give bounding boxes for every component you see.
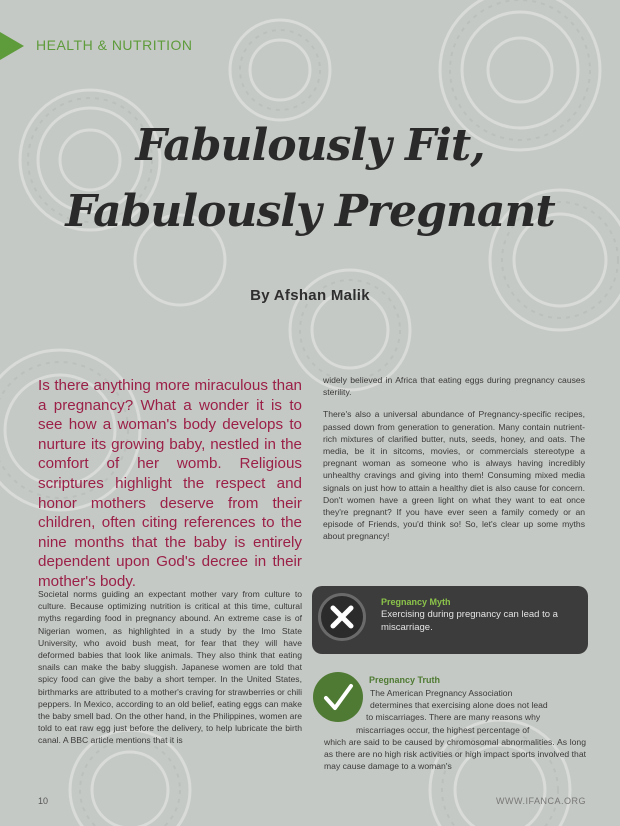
truth-title: Pregnancy Truth [369,675,441,685]
body-paragraph: Societal norms guiding an expectant mother vary from culture to culture. Because optimizing nutrition is critical at this time, cultural myths regarding food in pregnancy abound. An extreme case is of Nigerian women, as highlighted in a study by the Imo State University, who avoid bush meat, for fear that they will have deformed babies that look like animals. They also think that eating snails can make the baby sluggish. Japanese women are told that spicy food can give the baby a short temper. In the United States, birthmarks are attributed to a mother's craving for strawberries or chili peppers. In Mexico, according to an old belief, eating eggs can make the baby smell bad. On the other hand, in the Philippines, women are told to eat raw egg just before the delivery, to help lubricate the birth canal. A BBC article mentions that it is [38,589,302,746]
truth-line: The American Pregnancy Association [370,688,513,698]
close-x-icon [318,593,366,641]
truth-line: which are said to be caused by chromosomal abnormalities. As long as there are no high risk activities or high impact sports involved that may cause damage to a woman's [324,736,586,772]
page-number: 10 [38,796,49,806]
body-paragraph: There's also a universal abundance of Pregnancy-specific recipes, passed down from generation to generation. Many contain nutrient-rich mixtures of clarified butter, nuts, seeds, honey, and oats. The media, be it in sitcoms, movies, or commercials stereotype a pregnant woman as someone who is always having incredibly unhealthy cravings and giving into them! Consuming mixed media signals on just how to attain a healthy diet is also cause for concern. Don't women have a green light on what they want to eat once they're pregnant? If you have ever seen a family comedy or an episode of Friends, you'd think so! So, let's clear up some myths about pregnancy! [323,409,585,542]
section-label: HEALTH & NUTRITION [36,37,193,53]
body-paragraph: widely believed in Africa that eating eggs during pregnancy causes sterility. [323,375,585,398]
section-arrow-icon [0,32,24,60]
myth-title: Pregnancy Myth [381,597,451,607]
truth-line: miscarriages occur, the highest percentage of [356,724,530,735]
body-column-right [323,374,585,553]
article-title-line-1: Fabulously Fit, [135,120,485,171]
body-column-left [38,588,302,757]
truth-line: determines that exercising alone does not lead [370,700,548,711]
website-url: WWW.IFANCA.ORG [496,796,586,806]
article-title-line-2: Fabulously Pregnant [65,186,555,237]
myth-text: Exercising during pregnancy can lead to a miscarriage. [381,609,558,633]
truth-text [324,687,586,772]
truth-line: to miscarriages. There are many reasons why [366,712,541,723]
byline: By Afshan Malik [250,287,370,304]
intro-paragraph: Is there anything more miraculous than a pregnancy? What a wonder it is to see how a woman's body develops to nurture its growing baby, nestled in the comfort of her womb. Religious scriptures highlight the respect and honor mothers deserve from their children, often citing references to the nine months that the baby is entirely dependent upon God's decree in their mother's body. [38,377,302,590]
